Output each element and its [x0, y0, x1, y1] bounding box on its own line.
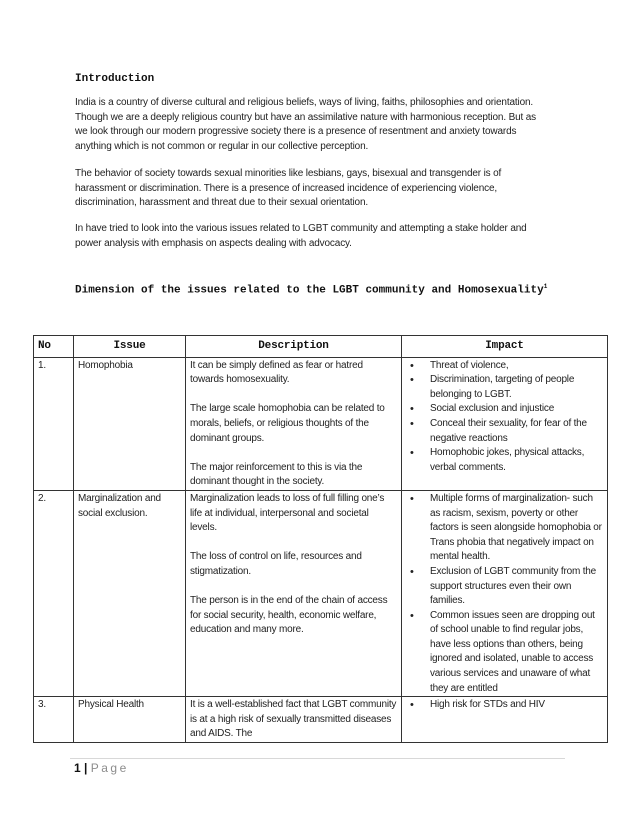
header-no: No: [34, 336, 74, 358]
description-cell: [186, 490, 402, 696]
intro-paragraph-2: The behavior of society towards sexual minorities like lesbians, gays, bisexual and transgender is of harassment or discrimination. There is a presence of increased incidence of experiencing violence, discrimination, harassment and threat due to their sexual orientation.: [75, 168, 502, 209]
description-paragraph: The loss of control on life, resources and stigmatization.: [190, 551, 362, 577]
header-issue: Issue: [74, 336, 186, 358]
footer-separator: |: [84, 761, 88, 775]
impact-item: • Social exclusion and injustice: [426, 402, 603, 417]
impact-cell: [402, 490, 608, 696]
header-description: Description: [186, 336, 402, 358]
page-footer: [74, 761, 129, 775]
description-paragraph: It can be simply defined as fear or hatred towards homosexuality.: [190, 359, 363, 386]
page-number: 1: [74, 761, 81, 775]
description-cell: [186, 697, 402, 743]
impact-list: [406, 492, 603, 696]
impact-item: • Exclusion of LGBT community from the support structures even their own families.: [426, 565, 603, 609]
table-row: [34, 357, 608, 490]
description-paragraph: Marginalization leads to loss of full filling one’s life at individual, interpersonal and societal levels.: [190, 492, 385, 534]
footer-divider: [70, 758, 565, 759]
description-paragraph: The major reinforcement to this is via the dominant thought in the society.: [190, 461, 363, 488]
issues-table: [33, 335, 608, 743]
intro-paragraph-3: In have tried to look into the various issues related to LGBT community and attempting a stake holder and power analysis with emphasis on aspects dealing with advocacy.: [75, 223, 527, 249]
impact-item: • High risk for STDs and HIV: [426, 698, 603, 713]
row-number: 2.: [34, 490, 74, 696]
page-label: Page: [90, 761, 129, 775]
description-cell: [186, 357, 402, 490]
description-paragraph: The person is in the end of the chain of access for social security, health, economic welfare, education and many more.: [190, 595, 388, 636]
row-number: 1.: [34, 357, 74, 490]
issue-cell: Physical Health: [74, 697, 186, 743]
description-paragraph: It is a well-established fact that LGBT community is at a high risk of sexually transmitted diseases and AIDS. The: [190, 699, 397, 740]
row-number: 3.: [34, 697, 74, 743]
impact-list: [406, 359, 603, 476]
intro-paragraph-1: India is a country of diverse cultural and religious beliefs, ways of living, faiths, philosophies and orientation. Though we are a deeply religious country but have an assimilative nature with harmonious reception. But as we look through our modern progressive society there is a presence of resentment and anxiety towards anything which is not common or regular in our collective perception.: [75, 97, 537, 152]
impact-item: • Discrimination, targeting of people belonging to LGBT.: [426, 373, 603, 402]
impact-item: • Threat of violence,: [426, 359, 603, 374]
table-row: [34, 490, 608, 696]
impact-list: [406, 698, 603, 713]
header-impact: Impact: [402, 336, 608, 358]
section-heading: [75, 279, 555, 299]
issue-cell: Homophobia: [74, 357, 186, 490]
table-row: [34, 697, 608, 743]
intro-heading: Introduction: [75, 73, 155, 85]
description-paragraph: The large scale homophobia can be related to morals, beliefs, or religious thoughts of the dominant groups.: [190, 403, 385, 444]
impact-cell: [402, 697, 608, 743]
section-heading-text: Dimension of the issues related to the LGBT community and Homosexuality: [75, 284, 544, 297]
impact-item: • Multiple forms of marginalization- such as racism, sexism, poverty or other factors is seen alongside homophobia or Trans phobia that negatively impact on mental health.: [426, 492, 603, 565]
footnote-mark: 1: [543, 283, 548, 290]
impact-cell: [402, 357, 608, 490]
impact-item: • Conceal their sexuality, for fear of the negative reactions: [426, 417, 603, 446]
impact-item: • Homophobic jokes, physical attacks, verbal comments.: [426, 446, 603, 475]
issue-cell: Marginalization and social exclusion.: [74, 490, 186, 696]
impact-item: • Common issues seen are dropping out of school unable to find regular jobs, have less options than others, being ignored and isolated, unable to access various services and unaware of what they are entitled: [426, 609, 603, 697]
table-header-row: [34, 336, 608, 358]
